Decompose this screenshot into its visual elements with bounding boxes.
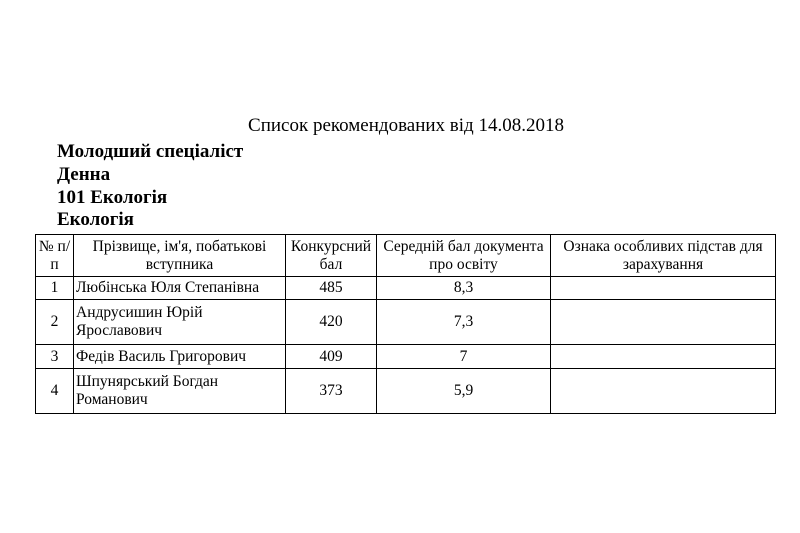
table-row [36, 345, 776, 369]
cell-average-score: 5,9 [377, 369, 551, 414]
cell-competitive-score: 420 [286, 300, 377, 345]
study-form: Денна [57, 164, 111, 185]
cell-average-score: 7 [377, 345, 551, 369]
cell-full-name: Шпунярський Богдан Романович [74, 369, 286, 414]
specialty: 101 Екологія [57, 187, 168, 208]
header-number: № п/п [36, 235, 74, 277]
education-level: Молодший спеціаліст [57, 141, 244, 162]
table-row [36, 277, 776, 300]
table-header-row [36, 235, 776, 277]
cell-special-grounds [551, 300, 776, 345]
document-title: Список рекомендованих від 14.08.2018 [248, 115, 564, 136]
cell-competitive-score: 485 [286, 277, 377, 300]
cell-number: 3 [36, 345, 74, 369]
table-row [36, 300, 776, 345]
cell-competitive-score: 373 [286, 369, 377, 414]
recommended-list-table [35, 234, 776, 414]
table-row [36, 369, 776, 414]
educational-program: Екологія [57, 209, 134, 230]
header-full-name: Прізвище, ім'я, побатькові вступника [74, 235, 286, 277]
cell-full-name: Федів Василь Григорович [74, 345, 286, 369]
cell-special-grounds [551, 369, 776, 414]
cell-number: 2 [36, 300, 74, 345]
cell-competitive-score: 409 [286, 345, 377, 369]
header-special-grounds: Ознака особливих підстав для зарахування [551, 235, 776, 277]
cell-special-grounds [551, 277, 776, 300]
cell-number: 1 [36, 277, 74, 300]
cell-average-score: 8,3 [377, 277, 551, 300]
cell-number: 4 [36, 369, 74, 414]
cell-full-name: Любінська Юля Степанівна [74, 277, 286, 300]
cell-special-grounds [551, 345, 776, 369]
header-competitive-score: Конкурсний бал [286, 235, 377, 277]
header-average-score: Середній бал документа про освіту [377, 235, 551, 277]
cell-average-score: 7,3 [377, 300, 551, 345]
cell-full-name: Андрусишин Юрій Ярославович [74, 300, 286, 345]
